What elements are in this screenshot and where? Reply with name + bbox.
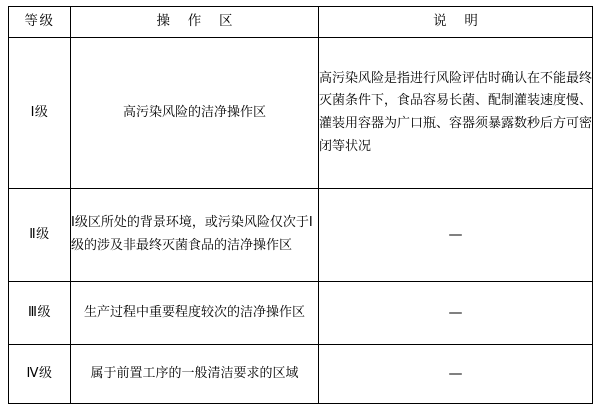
cell-operation-zone: 生产过程中重要程度较次的洁净操作区 <box>71 282 319 345</box>
dash-placeholder: — <box>448 226 463 243</box>
table-header-row <box>9 7 593 38</box>
cell-operation-zone: 属于前置工序的一般清洁要求的区域 <box>71 345 319 404</box>
table-row <box>9 38 593 189</box>
column-header-grade <box>9 7 71 38</box>
cell-description: 高污染风险是指进行风险评估时确认在不能最终灭菌条件下，食品容易长菌、配制灌装速度慢、灌装用容器为广口瓶、容器须暴露数秒后方可密闭等状况 <box>319 38 593 189</box>
column-header-description-label: 说 明 <box>433 13 485 30</box>
dash-placeholder: — <box>448 365 463 382</box>
table-body <box>9 38 593 404</box>
cell-description <box>319 345 593 404</box>
dash-placeholder: — <box>448 304 463 321</box>
cleanliness-grade-table <box>8 6 593 404</box>
cell-operation-zone: 高污染风险的洁净操作区 <box>71 38 319 189</box>
table-row <box>9 345 593 404</box>
column-header-operation-zone-label: 操 作 区 <box>156 13 240 30</box>
column-header-description <box>319 7 593 38</box>
cell-grade: Ⅰ级 <box>9 38 71 189</box>
table-header <box>9 7 593 38</box>
column-header-grade-label: 等级 <box>24 13 55 30</box>
cell-grade: Ⅲ级 <box>9 282 71 345</box>
cell-operation-zone: Ⅰ级区所处的背景环境，或污染风险仅次于Ⅰ级的涉及非最终灭菌食品的洁净操作区 <box>71 189 319 282</box>
cell-description <box>319 189 593 282</box>
table-row <box>9 189 593 282</box>
cell-grade: Ⅳ级 <box>9 345 71 404</box>
table-row <box>9 282 593 345</box>
column-header-operation-zone <box>71 7 319 38</box>
cell-description <box>319 282 593 345</box>
cell-grade: Ⅱ级 <box>9 189 71 282</box>
